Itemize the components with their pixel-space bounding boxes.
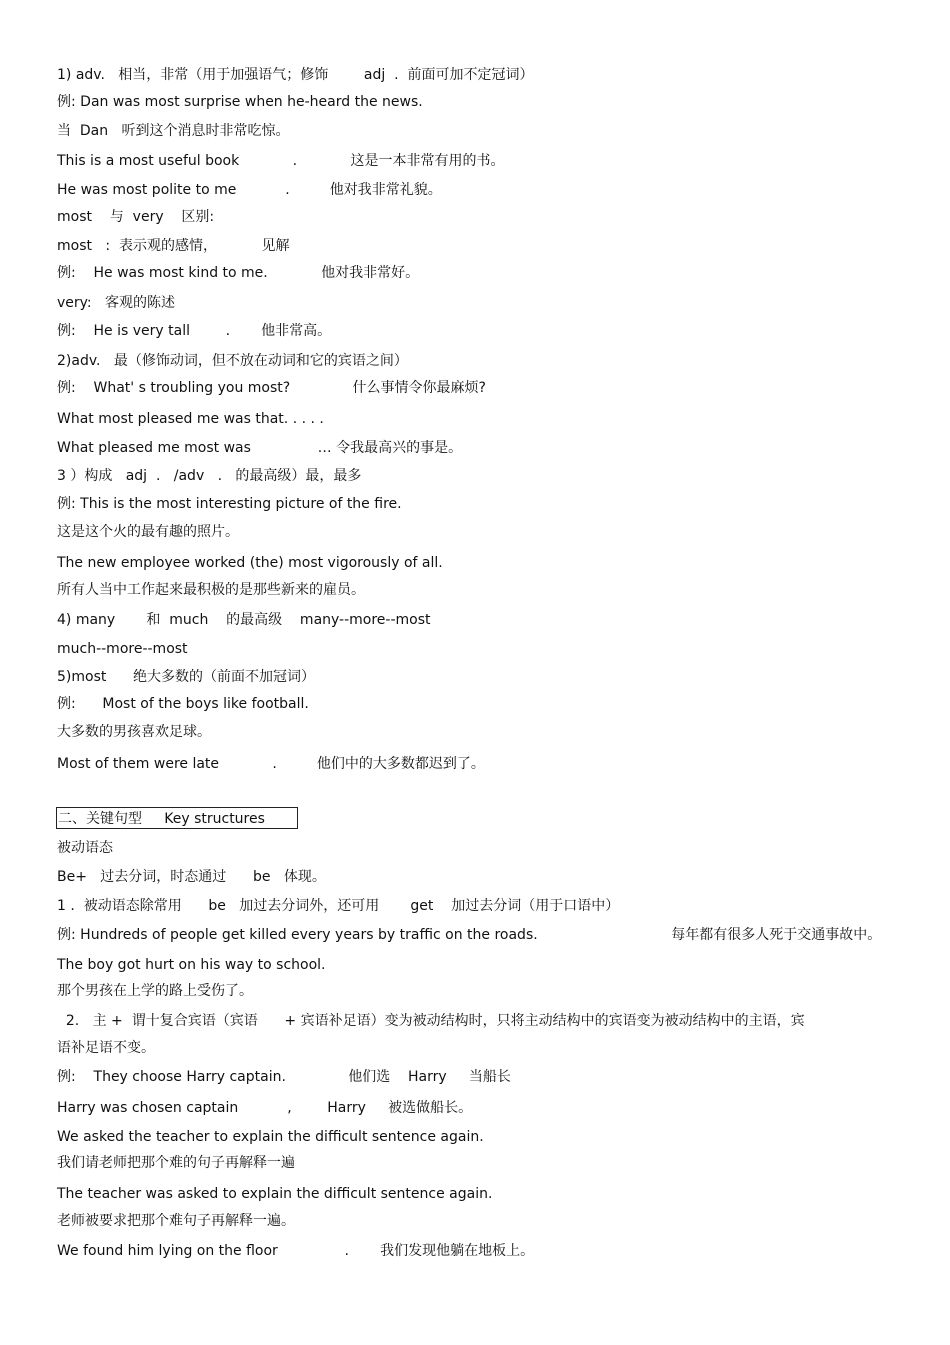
- text-line: 大多数的男孩喜欢足球。: [57, 724, 211, 740]
- text-line: Harry was chosen captain , Harry 被选做船长。: [57, 1100, 473, 1116]
- text-line: Most of them were late . 他们中的大多数都迟到了。: [57, 756, 485, 772]
- text-line: 例: What' s troubling you most? 什么事情令你最麻烦?: [57, 380, 486, 396]
- text-line: 4) many 和 much 的最高级 many--more--most: [57, 612, 431, 628]
- text-line: 3 ）构成 adj . /adv . 的最高级）最，最多: [57, 468, 362, 484]
- text-line: very: 客观的陈述: [57, 295, 175, 311]
- text-line: 例: Dan was most surprise when he-heard the news.: [57, 94, 423, 110]
- section-heading: 二、关键句型 Key structures: [58, 811, 265, 827]
- text-line: 这是这个火的最有趣的照片。: [57, 524, 239, 540]
- text-line: The boy got hurt on his way to school.: [57, 957, 326, 973]
- text-line: 1) adv. 相当，非常（用于加强语气；修饰 adj . 前面可加不定冠词）: [57, 67, 534, 83]
- text-line: We found him lying on the floor . 我们发现他躺在地板上。: [57, 1243, 535, 1259]
- text-line: 2. 主 + 谓十复合宾语（宾语 + 宾语补足语）变为被动结构时，只将主动结构中的宾语变为被动结构中的主语，宾: [57, 1013, 805, 1029]
- text-line: What most pleased me was that. . . . .: [57, 411, 324, 427]
- text-line: 2)adv. 最（修饰动词，但不放在动词和它的宾语之间）: [57, 353, 408, 369]
- text-line: 语补足语不变。: [57, 1040, 155, 1056]
- section-heading-box: [56, 807, 298, 829]
- text-line: 例: Hundreds of people get killed every years by traffic on the roads. 每年都有很多人死于交通事故中。: [57, 927, 882, 943]
- text-line: The teacher was asked to explain the difficult sentence again.: [57, 1186, 493, 1202]
- text-line: The new employee worked (the) most vigorously of all.: [57, 555, 443, 571]
- text-line: Be+ 过去分词，时态通过 be 体现。: [57, 869, 326, 885]
- text-line: much--more--most: [57, 641, 188, 657]
- text-line: most : 表示观的感情， 见解: [57, 238, 290, 254]
- text-line: 例: This is the most interesting picture of the fire.: [57, 496, 402, 512]
- text-line: What pleased me most was … 令我最高兴的事是。: [57, 440, 463, 456]
- text-line: 所有人当中工作起来最积极的是那些新来的雇员。: [57, 582, 365, 598]
- text-line: 例: He was most kind to me. 他对我非常好。: [57, 265, 420, 281]
- text-line: 老师被要求把那个难句子再解释一遍。: [57, 1213, 295, 1229]
- text-line: 我们请老师把那个难的句子再解释一遍: [57, 1155, 295, 1171]
- text-line: This is a most useful book . 这是一本非常有用的书。: [57, 153, 505, 169]
- text-line: 1 . 被动语态除常用 be 加过去分词外，还可用 get 加过去分词（用于口语中）: [57, 898, 620, 914]
- text-line: 例: He is very tall . 他非常高。: [57, 323, 332, 339]
- text-line: most 与 very 区别:: [57, 209, 215, 225]
- text-line: 那个男孩在上学的路上受伤了。: [57, 983, 253, 999]
- text-line: 例: They choose Harry captain. 他们选 Harry 当船长: [57, 1069, 511, 1085]
- text-line: 5)most 绝大多数的（前面不加冠词）: [57, 669, 316, 685]
- text-line: 当 Dan 听到这个消息时非常吃惊。: [57, 123, 290, 139]
- text-line: 例: Most of the boys like football.: [57, 696, 309, 712]
- text-line: 被动语态: [57, 840, 113, 856]
- text-line: He was most polite to me . 他对我非常礼貌。: [57, 182, 442, 198]
- text-line: We asked the teacher to explain the difficult sentence again.: [57, 1129, 484, 1145]
